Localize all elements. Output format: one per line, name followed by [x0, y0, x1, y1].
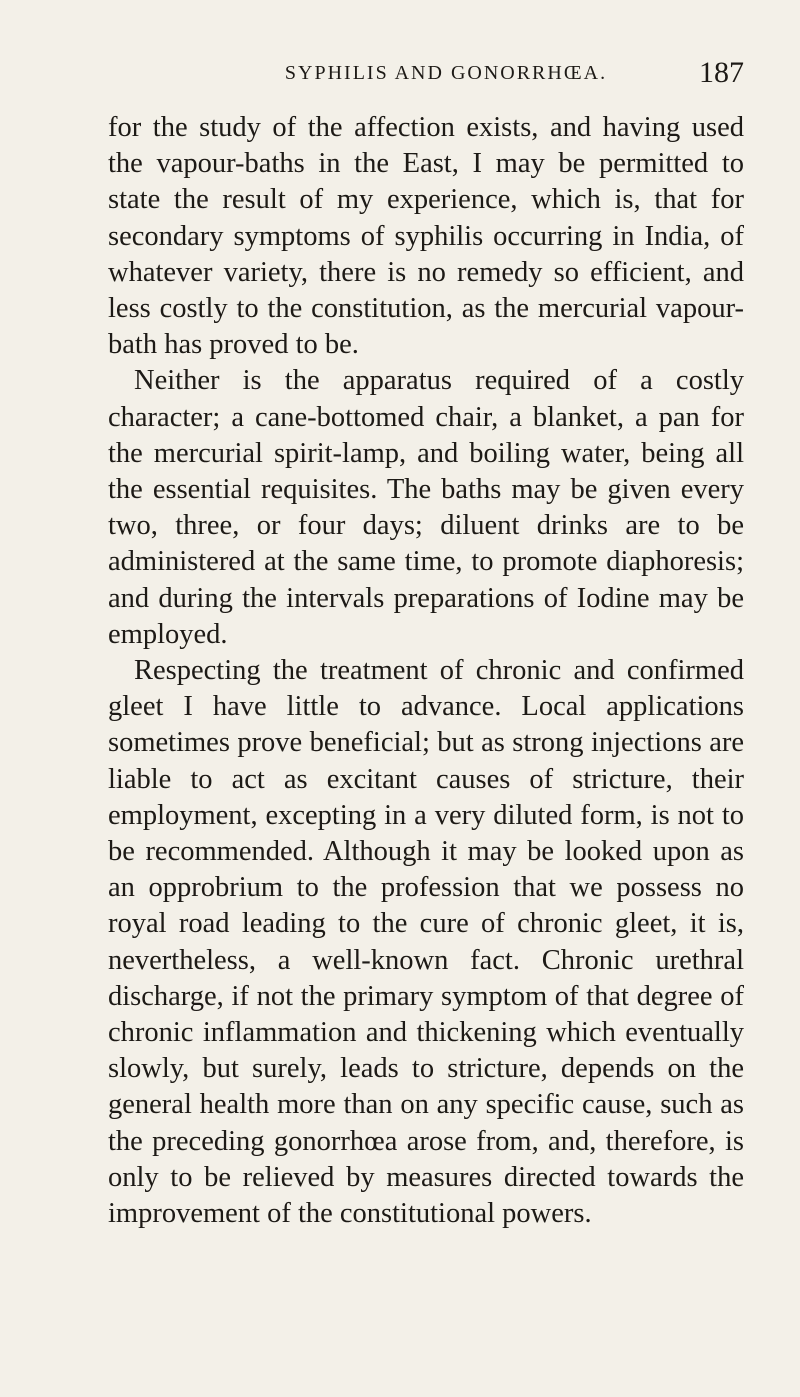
running-head [108, 0, 744, 110]
body-text [108, 110, 744, 1232]
paragraph-apparatus: Neither is the apparatus required of a costly character; a cane-bottomed chair, a blanket, a pan for the mercurial spirit-lamp, and boiling water, being all the essential requisites. The baths may be given every two, three, or four days; diluent drinks are to be administered at the same time, to promote diaphoresis; and during the intervals preparations of Iodine may be employed. [108, 365, 744, 650]
page-number: 187 [699, 56, 744, 89]
running-title: SYPHILIS AND GONORRHŒA. [284, 62, 608, 84]
paragraph-continued: for the study of the affection exists, and having used the vapour-baths in the East, I may be permitted to state the result of my experience, which is, that for secondary symptoms of syphilis occurring in India, of whatever variety, there is no remedy so efficient, and less costly to the constitution, as the mercurial vapour-bath has proved to be. [108, 112, 744, 361]
paragraph-gleet: Respecting the treatment of chronic and confirmed gleet I have little to advance. Local applications sometimes prove beneficial; but as strong injections are liable to act as excitant causes of stricture, their employment, excepting in a very diluted form, is not to be recommended. Although it may be looked upon as an opprobrium to the profession that we possess no royal road leading to the cure of chronic gleet, it is, nevertheless, a well-known fact. Chronic urethral discharge, if not the primary symptom of that degree of chronic inflammation and thickening which eventually slowly, but surely, leads to stricture, depends on the general health more than on any specific cause, such as the preceding gonorrhœa arose from, and, therefore, is only to be relieved by measures directed towards the improvement of the constitutional powers. [108, 655, 744, 1230]
